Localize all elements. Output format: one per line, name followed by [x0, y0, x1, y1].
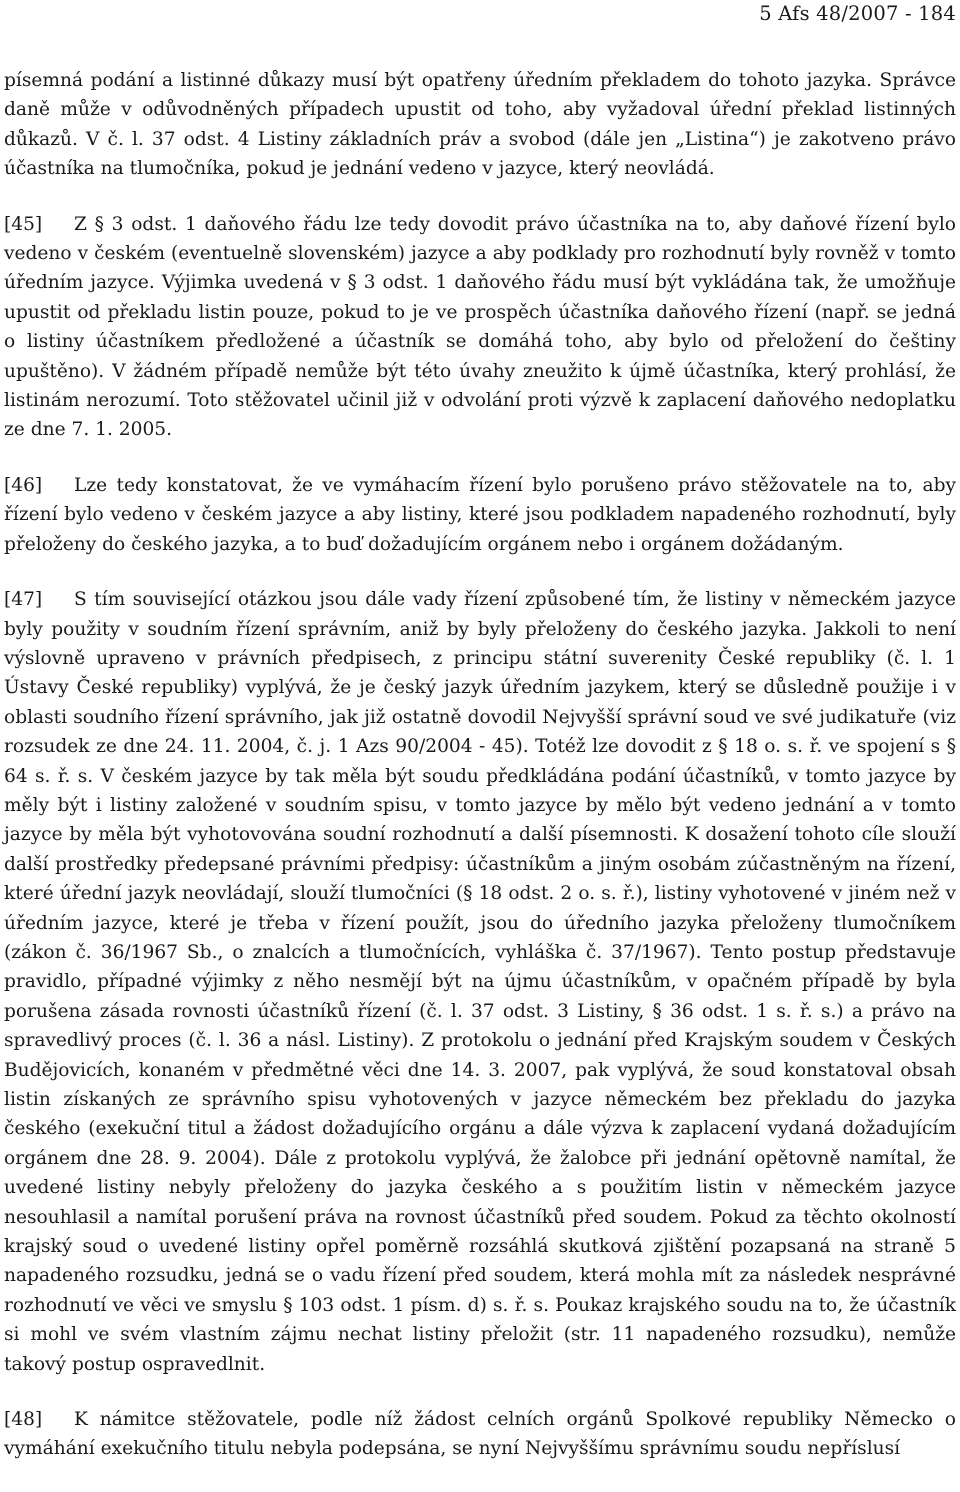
document-body — [4, 66, 956, 1490]
paragraph-number: [48] — [4, 1409, 43, 1431]
paragraph-text: písemná podání a listinné důkazy musí být opatřeny úředním překladem do tohoto jazyka. Správce daně může v odůvodněných případech upustit od toho, aby vyžadoval úřední překlad listinných důkazů. V č. l. 37 odst. 4 Listiny základních práv a svobod (dále jen „Listina“) je zakotveno právo účastníka na tlumočníka, pokud je jednání vedeno v jazyce, který neovládá. — [4, 70, 956, 180]
paragraph-text: S tím související otázkou jsou dále vady řízení způsobené tím, že listiny v německém jazyce byly použity v soudním řízení správním, aniž by byly přeloženy do českého jazyka. Jakkoli to není výslovně upraveno v právních předpisech, z principu státní suverenity České republiky (č. l. 1 Ústavy České republiky) vyplývá, že je český jazyk úředním jazykem, který se důsledně použije i v oblasti soudního řízení správního, jak již ostatně dovodil Nejvyšší správní soud ve své judikatuře (viz rozsudek ze dne 24. 11. 2004, č. j. 1 Azs 90/2004 - 45). Totéž lze dovodit z § 18 o. s. ř. ve spojení s § 64 s. ř. s. V českém jazyce by tak měla být soudu předkládána podání účastníků, v tomto jazyce by měly být i listiny založené v soudním spisu, v tomto jazyce by mělo být vedeno jednání a v tomto jazyce by měla být vyhotovována soudní rozhodnutí a další písemnosti. K dosažení tohoto cíle slouží další prostředky předepsané právními předpisy: účastníkům a jiným osobám zúčastněným na řízení, které úřední jazyk neovládají, slouží tlumočníci (§ 18 odst. 2 o. s. ř.), listiny vyhotovené v jiném než v úředním jazyce, které je třeba v řízení použít, jsou do úředního jazyka přeloženy tlumočníkem (zákon č. 36/1967 Sb., o znalcích a tlumočnících, vyhláška č. 37/1967). Tento postup představuje pravidlo, případné výjimky z něho nesmějí být na újmu účastníkům, v opačném případě by byla porušena zásada rovnosti účastníků řízení (č. l. 37 odst. 3 Listiny, § 36 odst. 1 s. ř. s.) a právo na spravedlivý proces (č. l. 36 a násl. Listiny). Z protokolu o jednání před Krajským soudem v Českých Budějovicích, konaném v předmětné věci dne 14. 3. 2007, pak vyplývá, že soud konstatoval obsah listin získaných ze správního spisu vyhotovených v jazyce německém bez překladu do jazyka českého (exekuční titul a žádost dožadujícího orgánu a dále výzva k zaplacení vydaná dožadujícím orgánem dne 28. 9. 2004). Dále z protokolu vyplývá, že žalobce při jednání opětovně namítal, že uvedené listiny nebyly přeloženy do jazyka českého a s použitím listin v německém jazyce nesouhlasil a namítal porušení práva na rovnost účastníků před soudem. Pokud za těchto okolností krajský soud o uvedené listiny opřel poměrně rozsáhlá skutková zjištění pozapsaná na straně 5 napadeného rozsudku, jedná se o vadu řízení před soudem, která mohla mít za následek nesprávné rozhodnutí ve věci ve smyslu § 103 odst. 1 písm. d) s. ř. s. Poukaz krajského soudu na to, že účastník si mohl ve svém vlastním zájmu nechat listiny přeložit (str. 11 napadeného rozsudku), nemůže takový postup ospravedlnit. — [4, 589, 956, 1375]
paragraph-text: Lze tedy konstatovat, že ve vymáhacím řízení bylo porušeno právo stěžovatele na to, aby řízení bylo vedeno v českém jazyce a aby listiny, které jsou podkladem napadeného rozhodnutí, byly přeloženy do českého jazyka, a to buď dožadujícím orgánem nebo i orgánem dožádaným. — [4, 474, 956, 555]
paragraph-45 — [4, 210, 956, 445]
paragraph-47 — [4, 585, 956, 1379]
paragraph-48 — [4, 1405, 956, 1464]
paragraph-continued — [4, 66, 956, 184]
paragraph-text: Z § 3 odst. 1 daňového řádu lze tedy dovodit právo účastníka na to, aby daňové řízení bylo vedeno v českém (eventuelně slovenském) jazyce a aby podklady pro rozhodnutí byly rovněž v tomto úředním jazyce. Výjimka uvedená v § 3 odst. 1 daňového řádu musí být vykládána tak, že umožňuje upustit od překladu listin pouze, pokud to je ve prospěch účastníka daňového řízení (např. se jedná o listiny účastníkem předložené a účastník se domáhá toho, aby bylo od přeložení do češtiny upuštěno). V žádném případě nemůže být této úvahy zneužito k újmě účastníka, který prohlásí, že listinám nerozumí. Toto stěžovatel učinil již v odvolání proti výzvě k zaplacení daňového nedoplatku ze dne 7. 1. 2005. — [4, 213, 956, 441]
paragraph-number: [45] — [4, 213, 43, 235]
paragraph-46 — [4, 471, 956, 559]
paragraph-text: K námitce stěžovatele, podle níž žádost celních orgánů Spolkové republiky Německo o vymáhání exekučního titulu nebyla podepsána, se nyní Nejvyššímu správnímu soudu nepříslusí — [4, 1409, 956, 1460]
paragraph-number: [47] — [4, 589, 43, 611]
paragraph-number: [46] — [4, 474, 43, 496]
page-header-case-number: 5 Afs 48/2007 - 184 — [759, 2, 956, 25]
